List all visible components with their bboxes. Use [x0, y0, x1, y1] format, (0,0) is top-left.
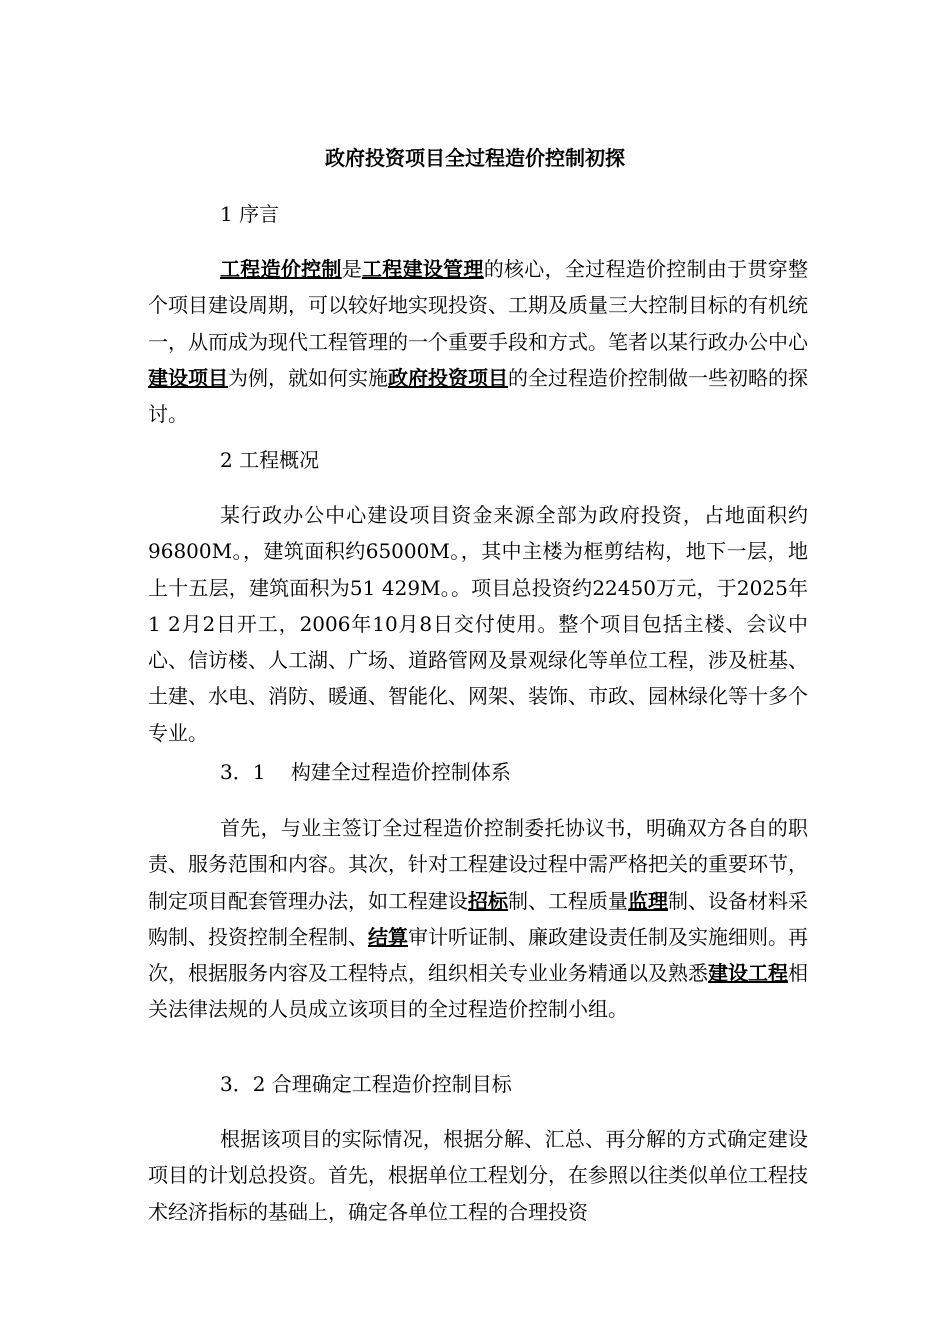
paragraph-text: 某行政办公中心建设项目资金来源全部为政府投资，占地面积约96800M。，建筑面积约65000M。，其中主楼为框剪结构，地下一层，地上十五层，建筑面积为51 429M。。项目总投资约22450万元，于2025年1 2月2日开工，2006年10月8日交付使用。整个项目包括主楼、会议中心、信访楼、人工湖、广场、道路管网及景观绿化等单位工程，涉及桩基、土建、水电、消防、暖通、智能化、网架、装饰、市政、园林绿化等十多个专业。 [148, 503, 808, 745]
paragraph-text: 首先，与业主签订全过程造价控制委托协议书，明确双方各自的职责、服务范围和内容。其次，针对工程建设过程中需严格把关的重要环节，制定项目配套管理办法，如工程建设 [148, 816, 808, 913]
paragraph-text: 制、设备材料采购制、投资控制全程制、 [148, 888, 808, 949]
paragraph-text: 相关法律法规的人员成立该项目的全过程造价控制小组。 [148, 961, 808, 1022]
paragraph-3-1 [148, 810, 808, 1028]
paragraph-3-2 [148, 1121, 808, 1230]
keyword-link[interactable]: 工程建设管理 [362, 257, 484, 281]
section-heading-3-2: 3．2 合理确定工程造价控制目标 [220, 1072, 512, 1096]
paragraph-text: 的核心，全过程造价控制由于贯穿整个项目建设周期，可以较好地实现投资、工期及质量三大控制目标的有机统一，从而成为现代工程管理的一个重要手段和方式。笔者以某行政办公中心 [148, 257, 809, 354]
keyword-link[interactable]: 工程造价控制 [220, 257, 342, 281]
section-heading-preface: 1 序言 [220, 202, 280, 226]
section-heading-overview: 2 工程概况 [220, 448, 320, 472]
paragraph-text: 根据该项目的实际情况，根据分解、汇总、再分解的方式确定建设项目的计划总投资。首先，根据单位工程划分，在参照以往类似单位工程技术经济指标的基础上，确定各单位工程的合理投资 [148, 1127, 808, 1224]
section-heading-3-1: 3．1 构建全过程造价控制体系 [220, 760, 511, 784]
keyword-link[interactable]: 建设工程 [708, 961, 788, 986]
paragraph-text: 审计听证制、廉政建设责任制及实施细则。再次，根据服务内容及工程特点，组织相关专业业务精通以及熟悉 [148, 924, 808, 986]
keyword-link[interactable]: 建设项目 [148, 365, 228, 390]
keyword-link[interactable]: 结算 [368, 924, 408, 949]
paragraph-overview [148, 497, 808, 751]
keyword-link[interactable]: 招标 [468, 888, 508, 913]
paragraph-text: 制、工程质量 [508, 888, 628, 913]
keyword-link[interactable]: 政府投资项目 [388, 365, 508, 390]
paragraph-text: 的全过程造价控制做一些初略的探讨。 [148, 365, 808, 427]
paragraph-preface [148, 251, 808, 432]
paragraph-text: 为例，就如何实施 [228, 365, 388, 390]
document-title: 政府投资项目全过程造价控制初探 [325, 146, 625, 170]
keyword-link[interactable]: 监理 [628, 888, 668, 913]
paragraph-text: 是 [341, 257, 363, 281]
